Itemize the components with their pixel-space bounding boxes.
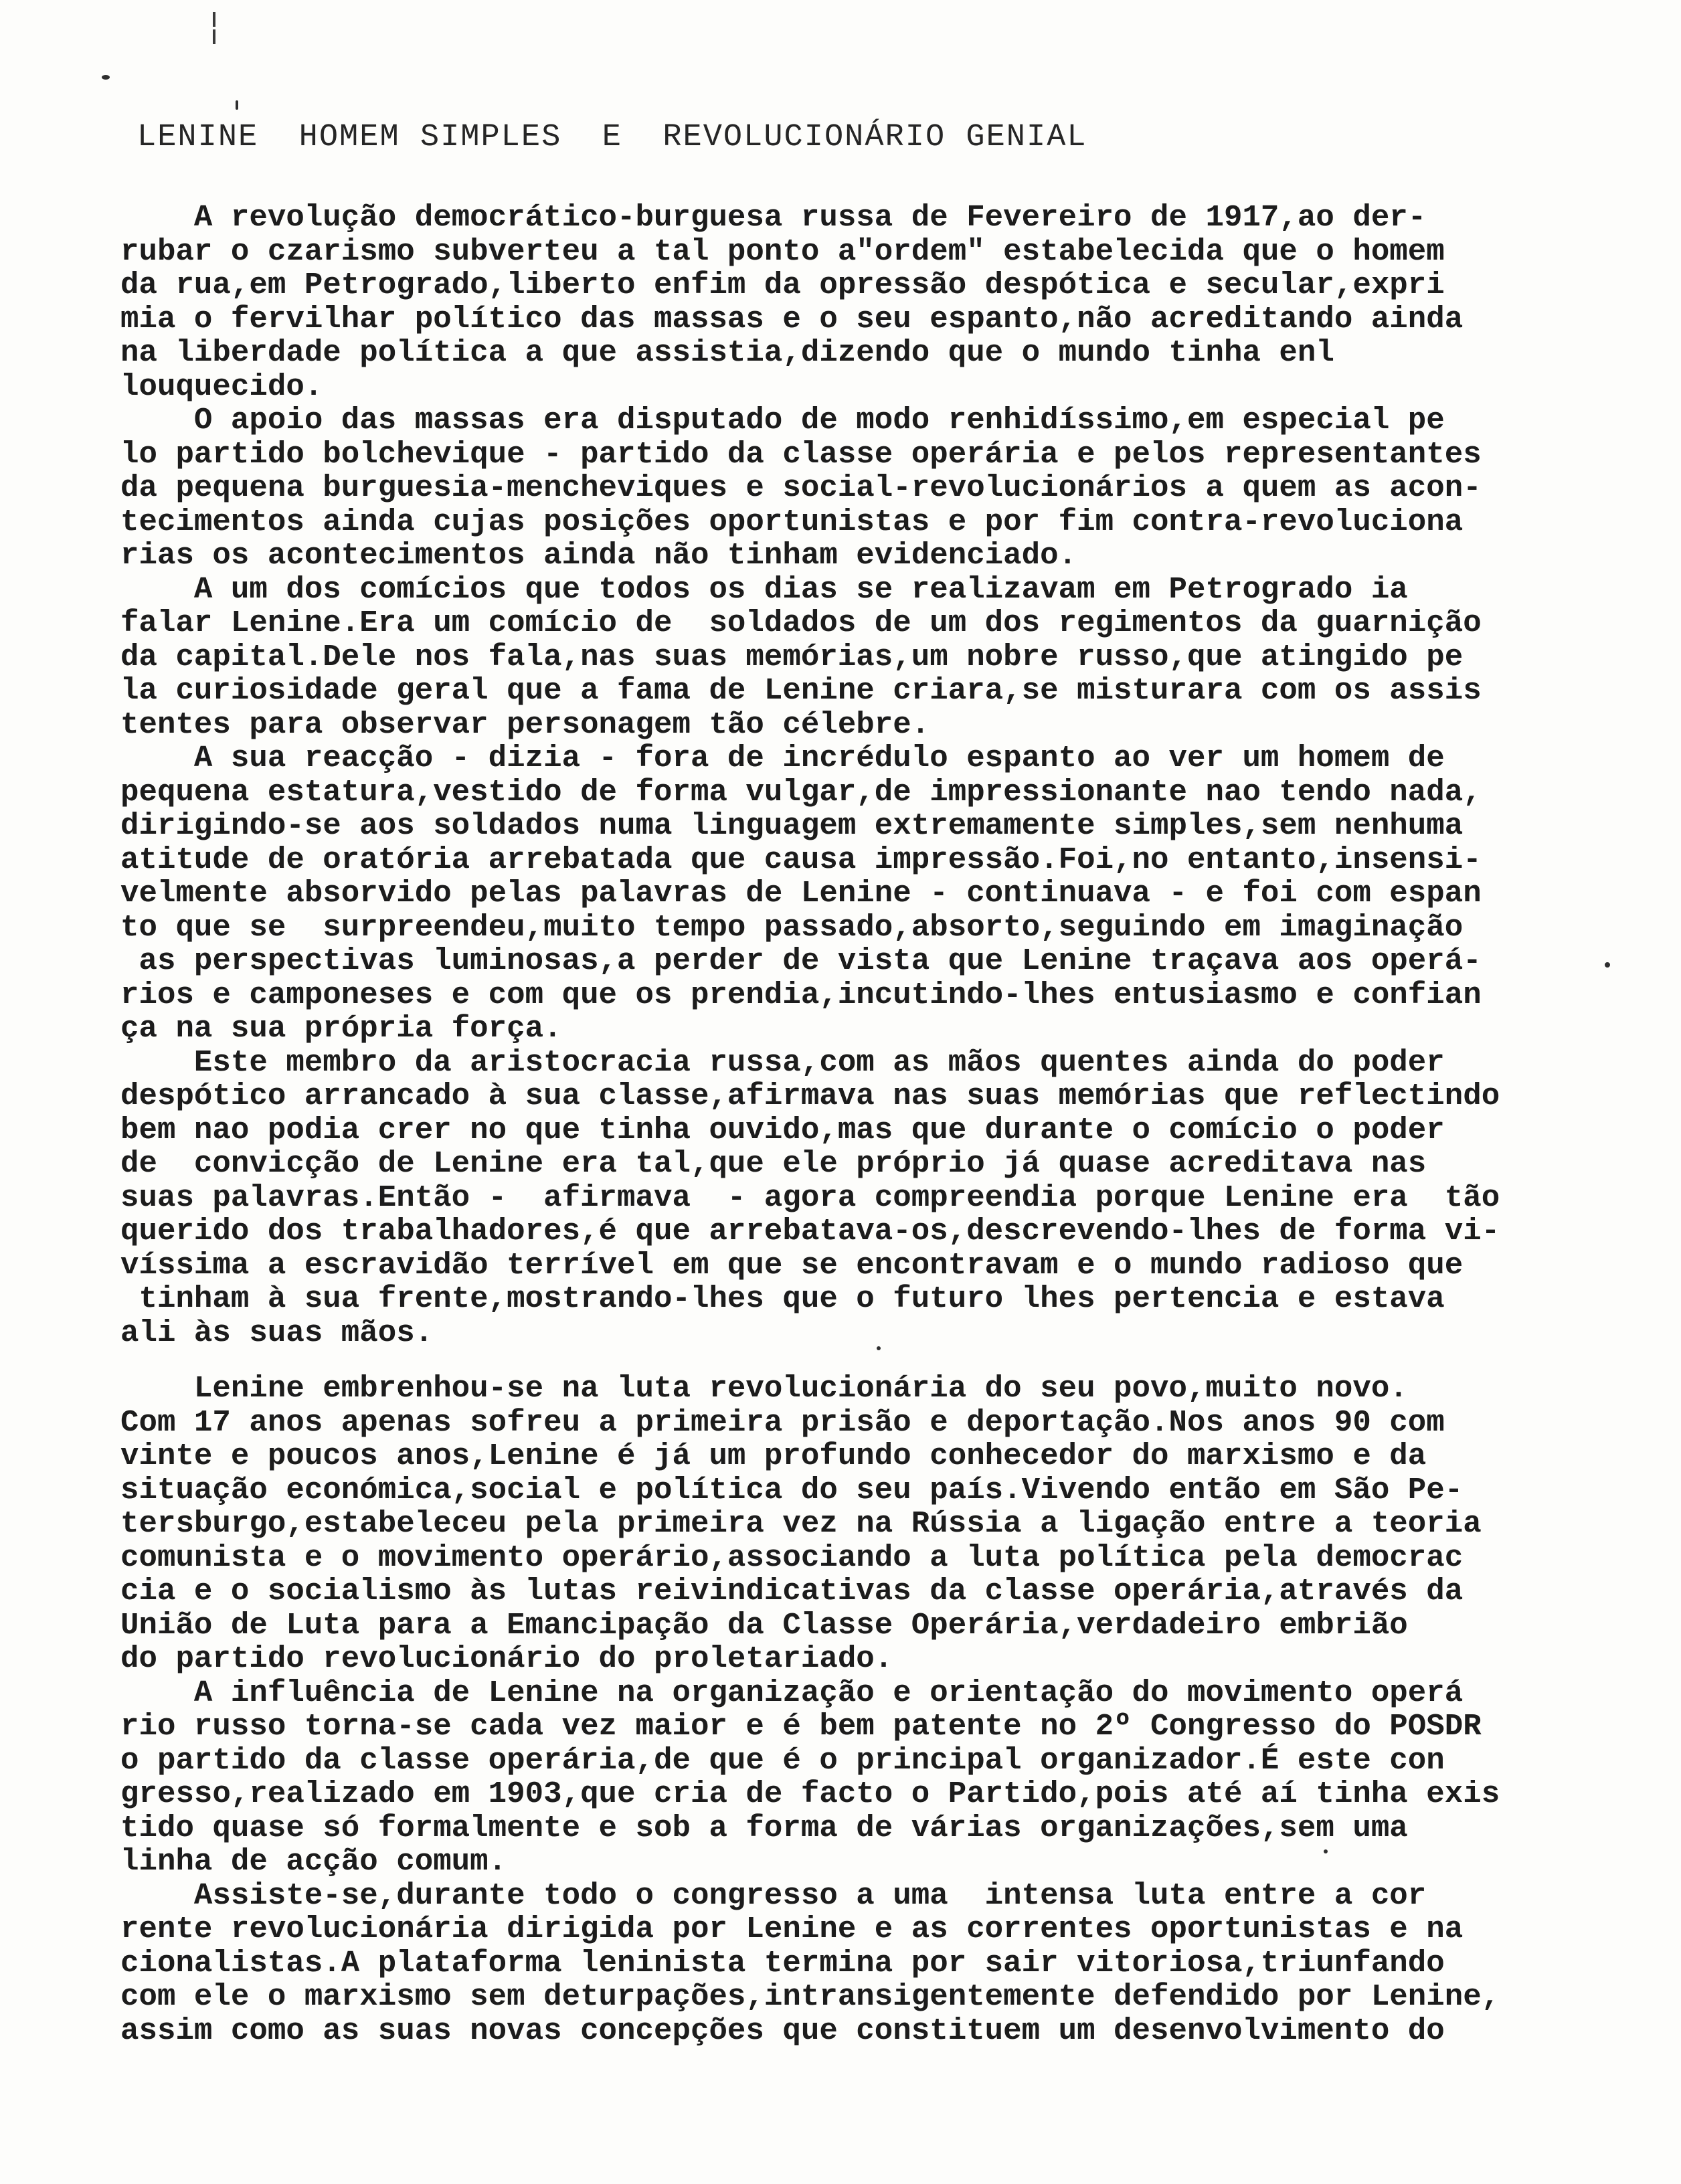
text-line: União de Luta para a Emancipação da Classe Operária,verdadeiro embrião bbox=[120, 1607, 1408, 1643]
text-line: gresso,realizado em 1903,que cria de facto o Partido,pois até aí tinha exis bbox=[120, 1777, 1500, 1811]
text-line: com ele o marxismo sem deturpações,intransigentemente defendido por Lenine, bbox=[120, 1979, 1500, 2014]
text-line: as perspectivas luminosas,a perder de vista que Lenine traçava aos operá- bbox=[120, 943, 1482, 978]
text-line: A revolução democrático-burguesa russa de Fevereiro de 1917,ao der- bbox=[120, 200, 1427, 235]
text-line: velmente absorvido pelas palavras de Lenine - continuava - e foi com espan bbox=[120, 876, 1482, 911]
text-section-2 bbox=[120, 1372, 1593, 2047]
text-line: vinte e poucos anos,Lenine é já um profundo conhecedor do marxismo e da bbox=[120, 1439, 1427, 1473]
text-line: O apoio das massas era disputado de modo renhidíssimo,em especial pe bbox=[120, 403, 1445, 438]
text-line: tido quase só formalmente e sob a forma de várias organizações,sem uma bbox=[120, 1810, 1408, 1845]
text-line: tinham à sua frente,mostrando-lhes que o futuro lhes pertencia e estava bbox=[120, 1281, 1445, 1316]
text-line: lo partido bolchevique - partido da classe operária e pelos representantes bbox=[120, 436, 1482, 472]
text-line: comunista e o movimento operário,associando a luta política pela democrac bbox=[120, 1540, 1464, 1575]
text-line: do partido revolucionário do proletariado. bbox=[120, 1641, 893, 1676]
text-line: falar Lenine.Era um comício de soldados de um dos regimentos da guarnição bbox=[120, 606, 1482, 640]
text-line: la curiosidade geral que a fama de Lenine criara,se misturara com os assis bbox=[120, 673, 1482, 708]
text-line: rente revolucionária dirigida por Lenine e as correntes oportunistas e na bbox=[120, 1912, 1464, 1946]
text-line: louquecido. bbox=[120, 369, 323, 404]
text-line: assim como as suas novas concepções que constituem um desenvolvimento do bbox=[120, 2013, 1445, 2048]
scan-speck bbox=[1605, 962, 1610, 968]
text-line: suas palavras.Então - afirmava - agora compreendia porque Lenine era tão bbox=[120, 1180, 1500, 1215]
text-line: bem nao podia crer no que tinha ouvido,mas que durante o comício o poder bbox=[120, 1112, 1445, 1148]
text-line: da rua,em Petrogrado,liberto enfim da opressão despótica e secular,expri bbox=[120, 268, 1445, 302]
text-line: na liberdade política a que assistia,dizendo que o mundo tinha enl bbox=[120, 335, 1334, 370]
text-line: A sua reacção - dizia - fora de incrédulo espanto ao ver um homem de bbox=[120, 741, 1445, 776]
text-line: linha de acção comum. bbox=[120, 1844, 507, 1879]
scan-speck bbox=[236, 100, 238, 110]
text-line: tentes para observar personagem tão célebre. bbox=[120, 707, 930, 742]
text-line: Assiste-se,durante todo o congresso a uma intensa luta entre a cor bbox=[120, 1878, 1427, 1913]
text-line: to que se surpreendeu,muito tempo passado,absorto,seguindo em imaginação bbox=[120, 909, 1464, 945]
text-line: cia e o socialismo às lutas reivindicativas da classe operária,através da bbox=[120, 1574, 1464, 1609]
text-line: Com 17 anos apenas sofreu a primeira prisão e deportação.Nos anos 90 com bbox=[120, 1404, 1445, 1440]
text-line: rias os acontecimentos ainda não tinham evidenciado. bbox=[120, 538, 1077, 573]
text-line: situação económica,social e política do seu país.Vivendo então em São Pe- bbox=[120, 1472, 1464, 1508]
text-line: querido dos trabalhadores,é que arrebatava-os,descrevendo-lhes de forma vi- bbox=[120, 1214, 1500, 1249]
text-line: o partido da classe operária,de que é o principal organizador.É este con bbox=[120, 1742, 1445, 1778]
text-line: ça na sua própria força. bbox=[120, 1011, 562, 1046]
text-line: despótico arrancado à sua classe,afirmava nas suas memórias que reflectindo bbox=[120, 1079, 1500, 1113]
text-line: A um dos comícios que todos os dias se realizavam em Petrogrado ia bbox=[120, 571, 1408, 607]
text-line: mia o fervilhar político das massas e o seu espanto,não acreditando ainda bbox=[120, 301, 1464, 337]
text-line: rios e camponeses e com que os prendia,incutindo-lhes entusiasmo e confian bbox=[120, 977, 1482, 1012]
text-line: víssima a escravidão terrível em que se encontravam e o mundo radioso que bbox=[120, 1247, 1464, 1283]
text-line: Este membro da aristocracia russa,com as mãos quentes ainda do poder bbox=[120, 1044, 1445, 1080]
scan-speck bbox=[102, 75, 110, 80]
text-line: A influência de Lenine na organização e orientação do movimento operá bbox=[120, 1675, 1464, 1710]
text-line: pequena estatura,vestido de forma vulgar,de impressionante nao tendo nada, bbox=[120, 774, 1482, 810]
text-line: tecimentos ainda cujas posições oportunistas e por fim contra-revoluciona bbox=[120, 504, 1464, 539]
text-line: rio russo torna-se cada vez maior e é bem patente no 2º Congresso do POSDR bbox=[120, 1709, 1482, 1744]
text-line: de convicção de Lenine era tal,que ele próprio já quase acreditava nas bbox=[120, 1146, 1427, 1181]
text-line: ali às suas mãos. bbox=[120, 1315, 434, 1350]
text-line: da pequena burguesia-mencheviques e social-revolucionários a quem as acon- bbox=[120, 470, 1482, 505]
scan-mark bbox=[213, 29, 215, 44]
document-title: LENINE HOMEM SIMPLES E REVOLUCIONÁRIO GENIAL bbox=[137, 120, 1087, 155]
scan-mark bbox=[213, 12, 215, 27]
text-line: Lenine embrenhou-se na luta revolucionária do seu povo,muito novo. bbox=[120, 1371, 1408, 1406]
text-line: rubar o czarismo subverteu a tal ponto a"ordem" estabelecida que o homem bbox=[120, 234, 1445, 269]
text-line: atitude de oratória arrebatada que causa impressão.Foi,no entanto,insensi- bbox=[120, 842, 1482, 877]
text-line: tersburgo,estabeleceu pela primeira vez na Rússia a ligação entre a teoria bbox=[120, 1506, 1482, 1541]
text-line: da capital.Dele nos fala,nas suas memórias,um nobre russo,que atingido pe bbox=[120, 639, 1464, 674]
text-line: dirigindo-se aos soldados numa linguagem extremamente simples,sem nenhuma bbox=[120, 808, 1464, 843]
text-line: cionalistas.A plataforma leninista termina por sair vitoriosa,triunfando bbox=[120, 1945, 1445, 1981]
text-section-1 bbox=[120, 201, 1593, 1350]
